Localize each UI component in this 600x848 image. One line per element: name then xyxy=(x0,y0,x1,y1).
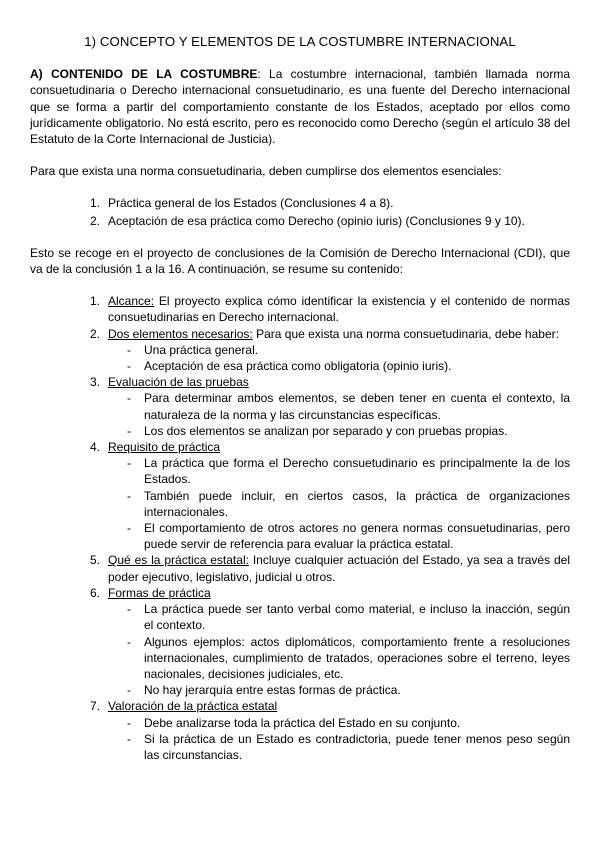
list-item xyxy=(30,552,570,584)
sub-item-text: No hay jerarquía entre estas formas de práctica. xyxy=(144,683,401,698)
list-number: 3. xyxy=(90,375,101,390)
dash-bullet: - xyxy=(127,715,131,730)
list-item xyxy=(30,439,570,552)
list-number: 5. xyxy=(90,553,101,568)
list-item xyxy=(30,195,570,211)
section-a-heading: A) CONTENIDO DE LA COSTUMBRE xyxy=(30,67,258,82)
dash-bullet: - xyxy=(127,602,131,617)
sub-item-text: Algunos ejemplos: actos diplomáticos, comportamiento frente a resoluciones internacionales, cumplimiento de tratados, operaciones sobre el terreno, leyes nacionales, decisiones judiciales, etc. xyxy=(144,634,570,681)
dash-bullet: - xyxy=(127,521,131,536)
sub-list xyxy=(108,342,570,374)
sub-item-text: Para determinar ambos elementos, se deben tener en cuenta el contexto, la naturaleza de la norma y las circunstancias específicas. xyxy=(144,391,570,422)
point-label: Formas de práctica xyxy=(108,585,211,600)
sub-item-text: Una práctica general. xyxy=(144,342,259,357)
sub-item-text: El comportamiento de otros actores no genera normas consuetudinarias, pero puede servir de referencia para evaluar la práctica estatal. xyxy=(144,521,570,552)
list-item xyxy=(30,326,570,375)
sub-item-text: Si la práctica de un Estado es contradictoria, puede tener menos peso según las circunstancias. xyxy=(144,731,570,762)
sub-list xyxy=(108,715,570,764)
dash-bullet: - xyxy=(127,456,131,471)
list-item xyxy=(30,374,570,439)
point-text: Para que exista una norma consuetudinaria, debe haber: xyxy=(252,326,559,341)
list-number: 1. xyxy=(90,294,101,309)
list-number: 6. xyxy=(90,585,101,600)
dash-bullet: - xyxy=(127,488,131,503)
sub-item-text: Los dos elementos se analizan por separado y con pruebas propias. xyxy=(144,423,508,438)
dash-bullet: - xyxy=(127,359,131,374)
sub-list-item xyxy=(108,682,570,698)
sub-list-item xyxy=(108,423,570,439)
sub-item-text: También puede incluir, en ciertos casos, la práctica de organizaciones internacionales. xyxy=(144,488,570,519)
list-item xyxy=(30,698,570,763)
sub-list-item xyxy=(108,488,570,520)
dash-bullet: - xyxy=(127,342,131,357)
list-item xyxy=(30,585,570,698)
list-number: 1. xyxy=(90,196,101,211)
sub-list-item xyxy=(108,634,570,683)
dash-bullet: - xyxy=(127,634,131,649)
conclusions-list xyxy=(30,293,570,763)
sub-list-item xyxy=(108,731,570,763)
requirements-list xyxy=(30,195,570,228)
sub-list-item xyxy=(108,601,570,633)
dash-bullet: - xyxy=(127,731,131,746)
sub-list-item xyxy=(108,520,570,552)
list-item-text: Aceptación de esa práctica como Derecho (opinio iuris) (Conclusiones 9 y 10). xyxy=(108,213,525,228)
sub-item-text: La práctica puede ser tanto verbal como material, e incluso la inacción, según el contexto. xyxy=(144,602,570,633)
point-label: Evaluación de las pruebas xyxy=(108,375,249,390)
sub-list xyxy=(108,455,570,552)
dash-bullet: - xyxy=(127,423,131,438)
list-number: 7. xyxy=(90,699,101,714)
list-number: 2. xyxy=(90,326,101,341)
section-a-text: : La costumbre internacional, también llamada norma consuetudinaria o Derecho internacional consuetudinario, es una fuente del Derecho internacional que se forma a partir del comportamiento constante de los Estados, aceptado por ellos como jurídicamente obligatorio. No está escrito, pero es reconocido como Derecho (según el artículo 38 del Estatuto de la Corte Internacional de Justicia). xyxy=(30,67,570,147)
list-number: 2. xyxy=(90,213,101,228)
cdi-paragraph: Esto se recoge en el proyecto de conclusiones de la Comisión de Derecho Internacional (CDI), que va de la conclusión 1 a la 16. A continuación, se resume su contenido: xyxy=(30,245,570,277)
point-text: Incluye cualquier actuación del Estado, ya sea a través del poder ejecutivo, legislativo, judicial u otros. xyxy=(108,553,570,584)
sub-list-item xyxy=(108,358,570,374)
dash-bullet: - xyxy=(127,683,131,698)
point-label: Qué es la práctica estatal: xyxy=(108,553,249,568)
sub-list-item xyxy=(108,342,570,358)
sub-item-text: La práctica que forma el Derecho consuetudinario es principalmente la de los Estados. xyxy=(144,456,570,487)
page-title: 1) CONCEPTO Y ELEMENTOS DE LA COSTUMBRE INTERNACIONAL xyxy=(84,34,516,49)
point-text: El proyecto explica cómo identificar la existencia y el contenido de normas consuetudinarias en Derecho internacional. xyxy=(108,294,570,325)
sub-list-item xyxy=(108,715,570,731)
elements-paragraph: Para que exista una norma consuetudinaria, deben cumplirse dos elementos esenciales: xyxy=(30,164,502,179)
point-label: Valoración de la práctica estatal xyxy=(108,699,278,714)
list-item xyxy=(30,213,570,229)
sub-item-text: Aceptación de esa práctica como obligatoria (opinio iuris). xyxy=(144,359,452,374)
point-label: Dos elementos necesarios: xyxy=(108,326,253,341)
point-label: Alcance: xyxy=(108,294,155,309)
list-number: 4. xyxy=(90,440,101,455)
sub-list xyxy=(108,601,570,698)
sub-list-item xyxy=(108,390,570,422)
section-a-paragraph xyxy=(30,66,570,147)
sub-list xyxy=(108,390,570,439)
sub-list-item xyxy=(108,455,570,487)
list-item-text: Práctica general de los Estados (Conclusiones 4 a 8). xyxy=(108,196,394,211)
point-label: Requisito de práctica xyxy=(108,440,221,455)
list-item xyxy=(30,293,570,325)
dash-bullet: - xyxy=(127,391,131,406)
sub-item-text: Debe analizarse toda la práctica del Estado en su conjunto. xyxy=(144,715,461,730)
